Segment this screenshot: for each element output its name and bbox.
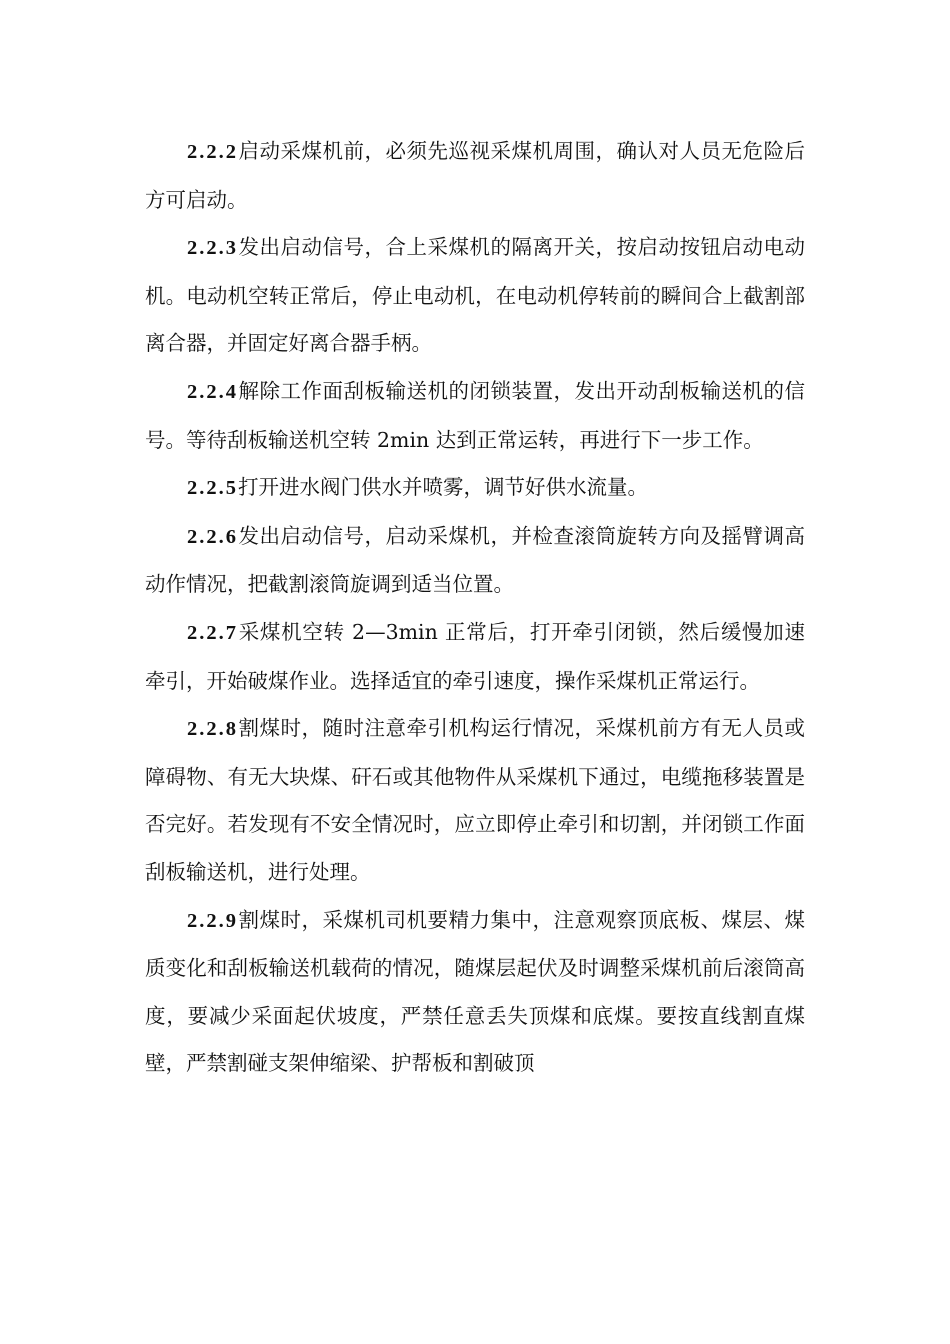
paragraph-2-2-3 — [145, 224, 805, 368]
clause-text: 发出启动信号，合上采煤机的隔离开关，按启动按钮启动电动机。电动机空转正常后，停止电动机，在电动机停转前的瞬间合上截割部离合器，并固定好离合器手柄。 — [145, 235, 805, 356]
clause-text: 启动采煤机前，必须先巡视采煤机周围，确认对人员无危险后方可启动。 — [145, 139, 805, 212]
clause-text: 解除工作面刮板输送机的闭锁装置，发出开动刮板输送机的信号。等待刮板输送机空转 2min 达到正常运转，再进行下一步工作。 — [145, 378, 805, 452]
document-page — [145, 128, 805, 1088]
paragraph-2-2-5 — [145, 464, 805, 513]
paragraph-2-2-6 — [145, 513, 805, 609]
paragraph-2-2-9 — [145, 897, 805, 1088]
clause-number: 2.2.5 — [187, 477, 238, 500]
clause-text: 割煤时，随时注意牵引机构运行情况，采煤机前方有无人员或障碍物、有无大块煤、矸石或其他物件从采煤机下通过，电缆拖移装置是否完好。若发现有不安全情况时，应立即停止牵引和切割，并闭锁工作面刮板输送机，进行处理。 — [145, 716, 805, 884]
clause-number: 2.2.8 — [187, 718, 238, 741]
clause-number: 2.2.3 — [187, 237, 238, 260]
clause-number: 2.2.2 — [187, 141, 238, 163]
paragraph-2-2-7 — [145, 609, 805, 705]
clause-number: 2.2.9 — [187, 909, 238, 932]
clause-text: 发出启动信号，启动采煤机，并检查滚筒旋转方向及摇臂调高动作情况，把截割滚筒旋调到适当位置。 — [145, 523, 805, 597]
paragraph-2-2-8 — [145, 705, 805, 896]
paragraph-2-2-2 — [145, 128, 805, 224]
paragraph-2-2-4 — [145, 368, 805, 464]
clause-number: 2.2.6 — [187, 525, 238, 548]
clause-number: 2.2.7 — [187, 621, 238, 644]
clause-text: 采煤机空转 2—3min 正常后，打开牵引闭锁，然后缓慢加速牵引，开始破煤作业。选择适宜的牵引速度，操作采煤机正常运行。 — [145, 619, 805, 693]
clause-number: 2.2.4 — [187, 380, 238, 403]
clause-text: 割煤时，采煤机司机要精力集中，注意观察顶底板、煤层、煤质变化和刮板输送机载荷的情况，随煤层起伏及时调整采煤机前后滚筒高度，要减少采面起伏坡度，严禁任意丢失顶煤和底煤。要按直线割直煤壁，严禁割碰支架伸缩梁、护帮板和割破顶 — [145, 907, 805, 1076]
clause-text: 打开进水阀门供水并喷雾，调节好供水流量。 — [238, 475, 648, 500]
